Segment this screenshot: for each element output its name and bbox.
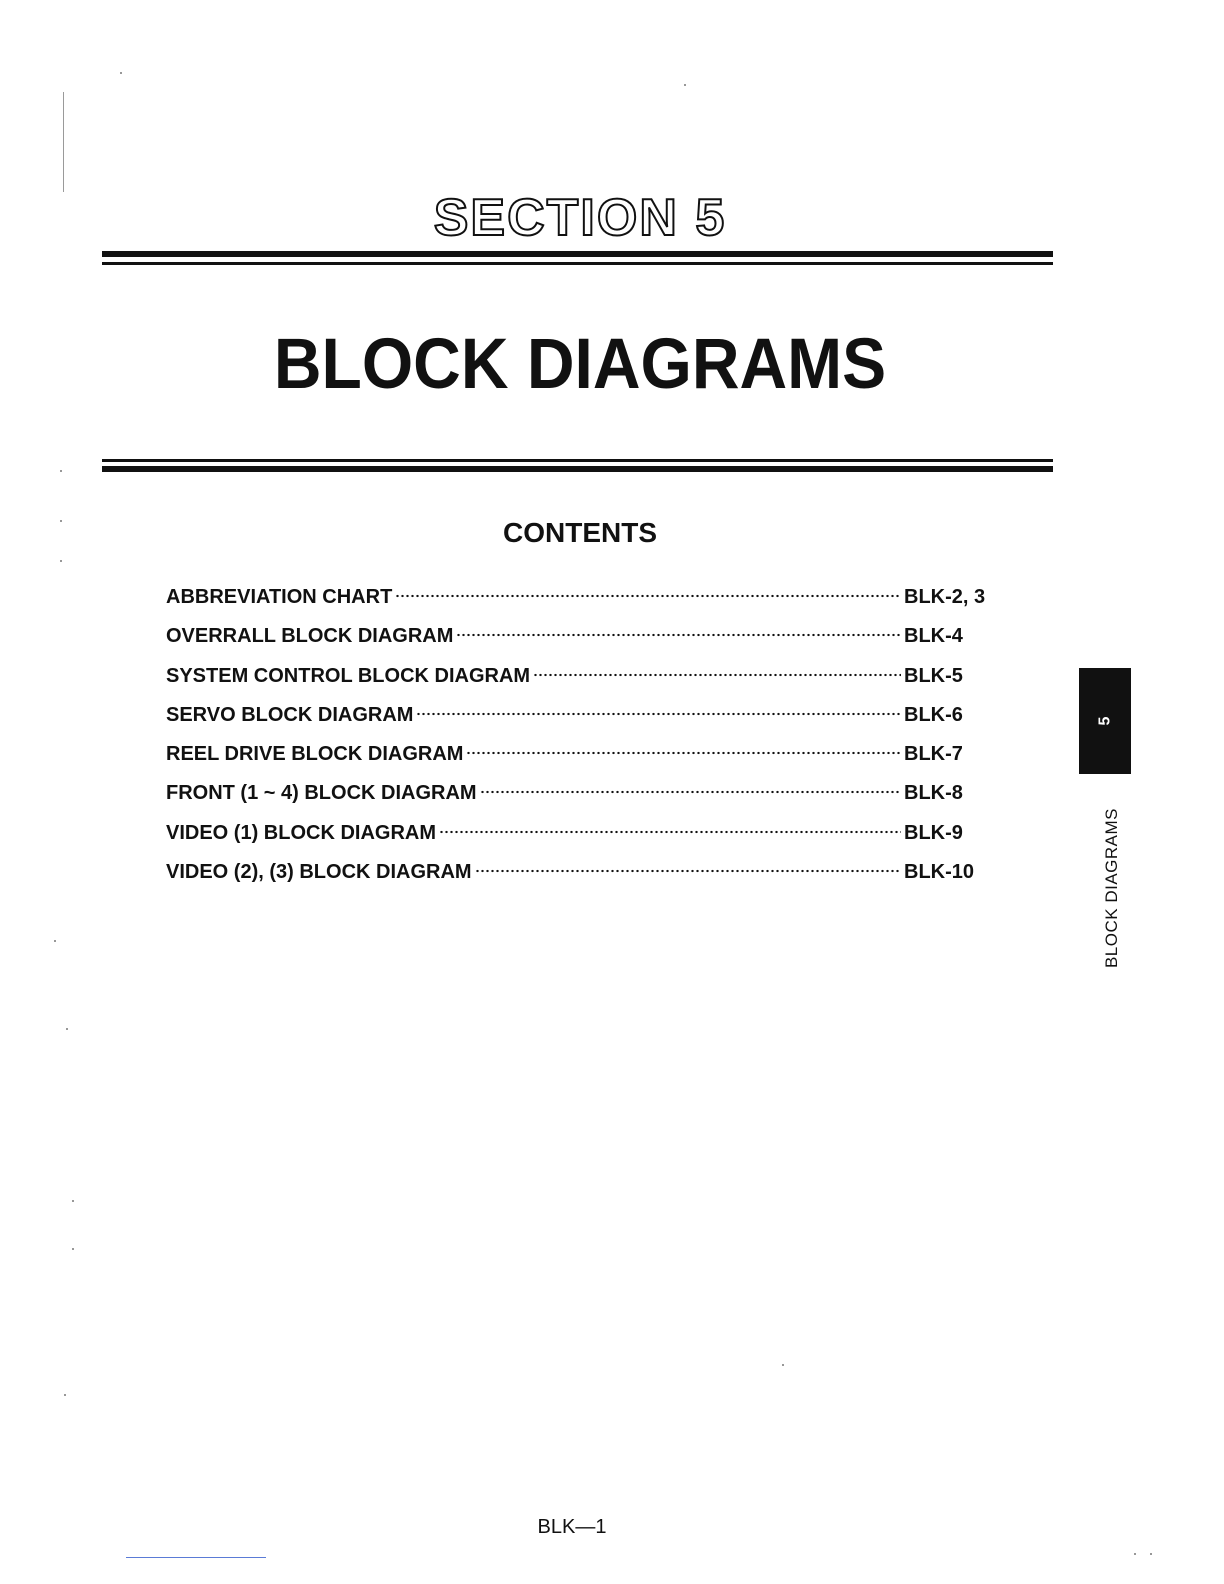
scan-speck bbox=[1134, 1553, 1136, 1555]
scan-speck bbox=[120, 72, 122, 74]
contents-heading: CONTENTS bbox=[503, 517, 657, 548]
toc-entry-page: BLK-9 bbox=[904, 821, 963, 844]
section-heading: SECTION 5 bbox=[433, 189, 727, 247]
scan-speck bbox=[72, 1248, 74, 1250]
toc-entry-title: SERVO BLOCK DIAGRAM bbox=[166, 703, 414, 726]
scan-speck bbox=[684, 84, 686, 86]
scan-speck bbox=[66, 1028, 68, 1030]
table-of-contents bbox=[166, 583, 996, 897]
toc-entry-system-control-block-diagram bbox=[166, 662, 996, 701]
top-rule-thick bbox=[102, 251, 1053, 257]
toc-entry-page: BLK-7 bbox=[904, 743, 963, 766]
toc-entry-abbreviation-chart bbox=[166, 583, 996, 622]
dot-leader bbox=[480, 790, 901, 794]
toc-entry-reel-drive-block-diagram bbox=[166, 740, 996, 779]
dot-leader bbox=[395, 594, 901, 598]
dot-leader bbox=[456, 633, 901, 637]
toc-entry-title: SYSTEM CONTROL BLOCK DIAGRAM bbox=[166, 664, 531, 687]
scan-speck bbox=[1150, 1553, 1152, 1555]
dot-leader bbox=[466, 751, 901, 755]
toc-entry-servo-block-diagram bbox=[166, 701, 996, 740]
page-title: BLOCK DIAGRAMS bbox=[273, 323, 887, 403]
dot-leader bbox=[475, 869, 901, 873]
scan-speck bbox=[782, 1364, 784, 1366]
toc-entry-title: FRONT (1 ~ 4) BLOCK DIAGRAM bbox=[166, 782, 477, 805]
toc-entry-front-block-diagram bbox=[166, 779, 996, 818]
bottom-rule-thin bbox=[102, 459, 1053, 462]
toc-entry-page: BLK-6 bbox=[904, 703, 963, 726]
scan-margin-line bbox=[63, 92, 64, 192]
scan-underline-artifact bbox=[126, 1557, 266, 1558]
toc-entry-page: BLK-2, 3 bbox=[904, 586, 986, 608]
section-tab bbox=[1079, 668, 1131, 774]
toc-entry-page: BLK-4 bbox=[904, 625, 963, 648]
bottom-rule-thick bbox=[102, 466, 1053, 472]
scan-speck bbox=[64, 1394, 66, 1396]
scan-speck bbox=[54, 940, 56, 942]
toc-entry-video-2-3-block-diagram bbox=[166, 858, 996, 897]
toc-entry-overall-block-diagram bbox=[166, 622, 996, 661]
toc-entry-page: BLK-8 bbox=[904, 782, 963, 805]
dot-leader bbox=[533, 673, 901, 677]
toc-entry-title: REEL DRIVE BLOCK DIAGRAM bbox=[166, 743, 464, 766]
toc-entry-title: OVERRALL BLOCK DIAGRAM bbox=[166, 625, 454, 648]
toc-entry-title: VIDEO (2), (3) BLOCK DIAGRAM bbox=[166, 861, 472, 884]
scan-speck bbox=[72, 1200, 74, 1202]
section-side-label: BLOCK DIAGRAMS bbox=[1102, 807, 1121, 969]
scan-speck bbox=[60, 560, 62, 562]
toc-entry-title: VIDEO (1) BLOCK DIAGRAM bbox=[166, 821, 436, 844]
toc-entry-title: ABBREVIATION CHART bbox=[166, 586, 393, 608]
dot-leader bbox=[416, 712, 901, 716]
section-tab-number: 5 bbox=[1096, 716, 1113, 726]
scan-speck bbox=[60, 470, 62, 472]
toc-entry-page: BLK-5 bbox=[904, 664, 963, 687]
scan-speck bbox=[60, 520, 62, 522]
dot-leader bbox=[439, 830, 901, 834]
toc-entry-page: BLK-10 bbox=[904, 861, 975, 884]
page-number: BLK—1 bbox=[537, 1516, 607, 1538]
top-rule-thin bbox=[102, 262, 1053, 265]
toc-entry-video-1-block-diagram bbox=[166, 819, 996, 858]
